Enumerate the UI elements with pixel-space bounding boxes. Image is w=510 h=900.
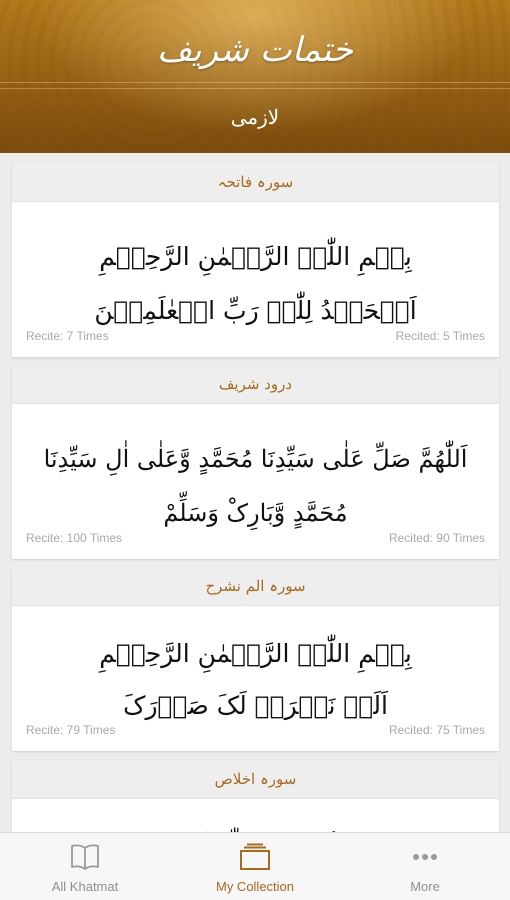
more-icon [410,843,440,871]
card-arabic-text [12,404,499,540]
tab-my-collection[interactable] [170,833,340,900]
recited-count: Recited: 75 Times [388,723,485,737]
arabic-line: مُحَمَّدٍ وَّبَارِکْ وَسَلِّمْ [163,499,348,527]
tab-label: All Khatmat [51,879,119,894]
card-arabic-text [12,606,499,732]
header-divider [0,88,510,89]
khatm-card[interactable] [12,567,499,751]
recite-count: Recite: 79 Times [26,723,116,737]
tab-bar [0,832,510,900]
tab-label: My Collection [215,879,295,894]
recite-count: Recite: 7 Times [26,329,109,343]
tab-all-khatmat[interactable] [0,833,170,900]
book-icon [70,843,100,871]
arabic-line: اَللّٰھُمَّ صَلِّ عَلٰی سَیِّدِنَا مُحَمَّدٍ وَّعَلٰی اٰلِ سَیِّدِنَا [43,445,468,473]
card-title: سورہ اخلاص [12,760,499,799]
page-title: ختمات شریف [156,30,353,70]
recited-count: Recited: 90 Times [388,531,485,545]
recite-count: Recite: 100 Times [26,531,123,545]
card-arabic-text [12,202,499,338]
tab-label: More [410,879,440,894]
khatmat-list[interactable] [0,153,510,833]
header-divider [0,82,510,83]
card-title: سورہ فاتحہ [12,163,499,202]
tab-more[interactable] [340,833,510,900]
khatm-card[interactable] [12,163,499,357]
arabic-line: بِسۡمِ اللّٰہِ الرَّحۡمٰنِ الرَّحِیۡمِ [99,242,412,271]
arabic-line: اَلۡحَمۡدُ لِلّٰہِ رَبِّ الۡعٰلَمِیۡنَ [94,296,417,325]
arabic-line: بِسۡمِ اللّٰہِ الرَّحۡمٰنِ الرَّحِیۡمِ [99,639,412,668]
collection-icon [239,843,271,871]
card-title: درود شریف [12,365,499,404]
arabic-line: اَلَمۡ نَشۡرَحۡ لَکَ صَدۡرَکَ [123,691,388,720]
card-title: سورہ الم نشرح [12,567,499,606]
khatm-card[interactable] [12,365,499,559]
header-banner [0,0,510,153]
recited-count: Recited: 5 Times [395,329,485,343]
section-title: لازمی [230,105,280,129]
